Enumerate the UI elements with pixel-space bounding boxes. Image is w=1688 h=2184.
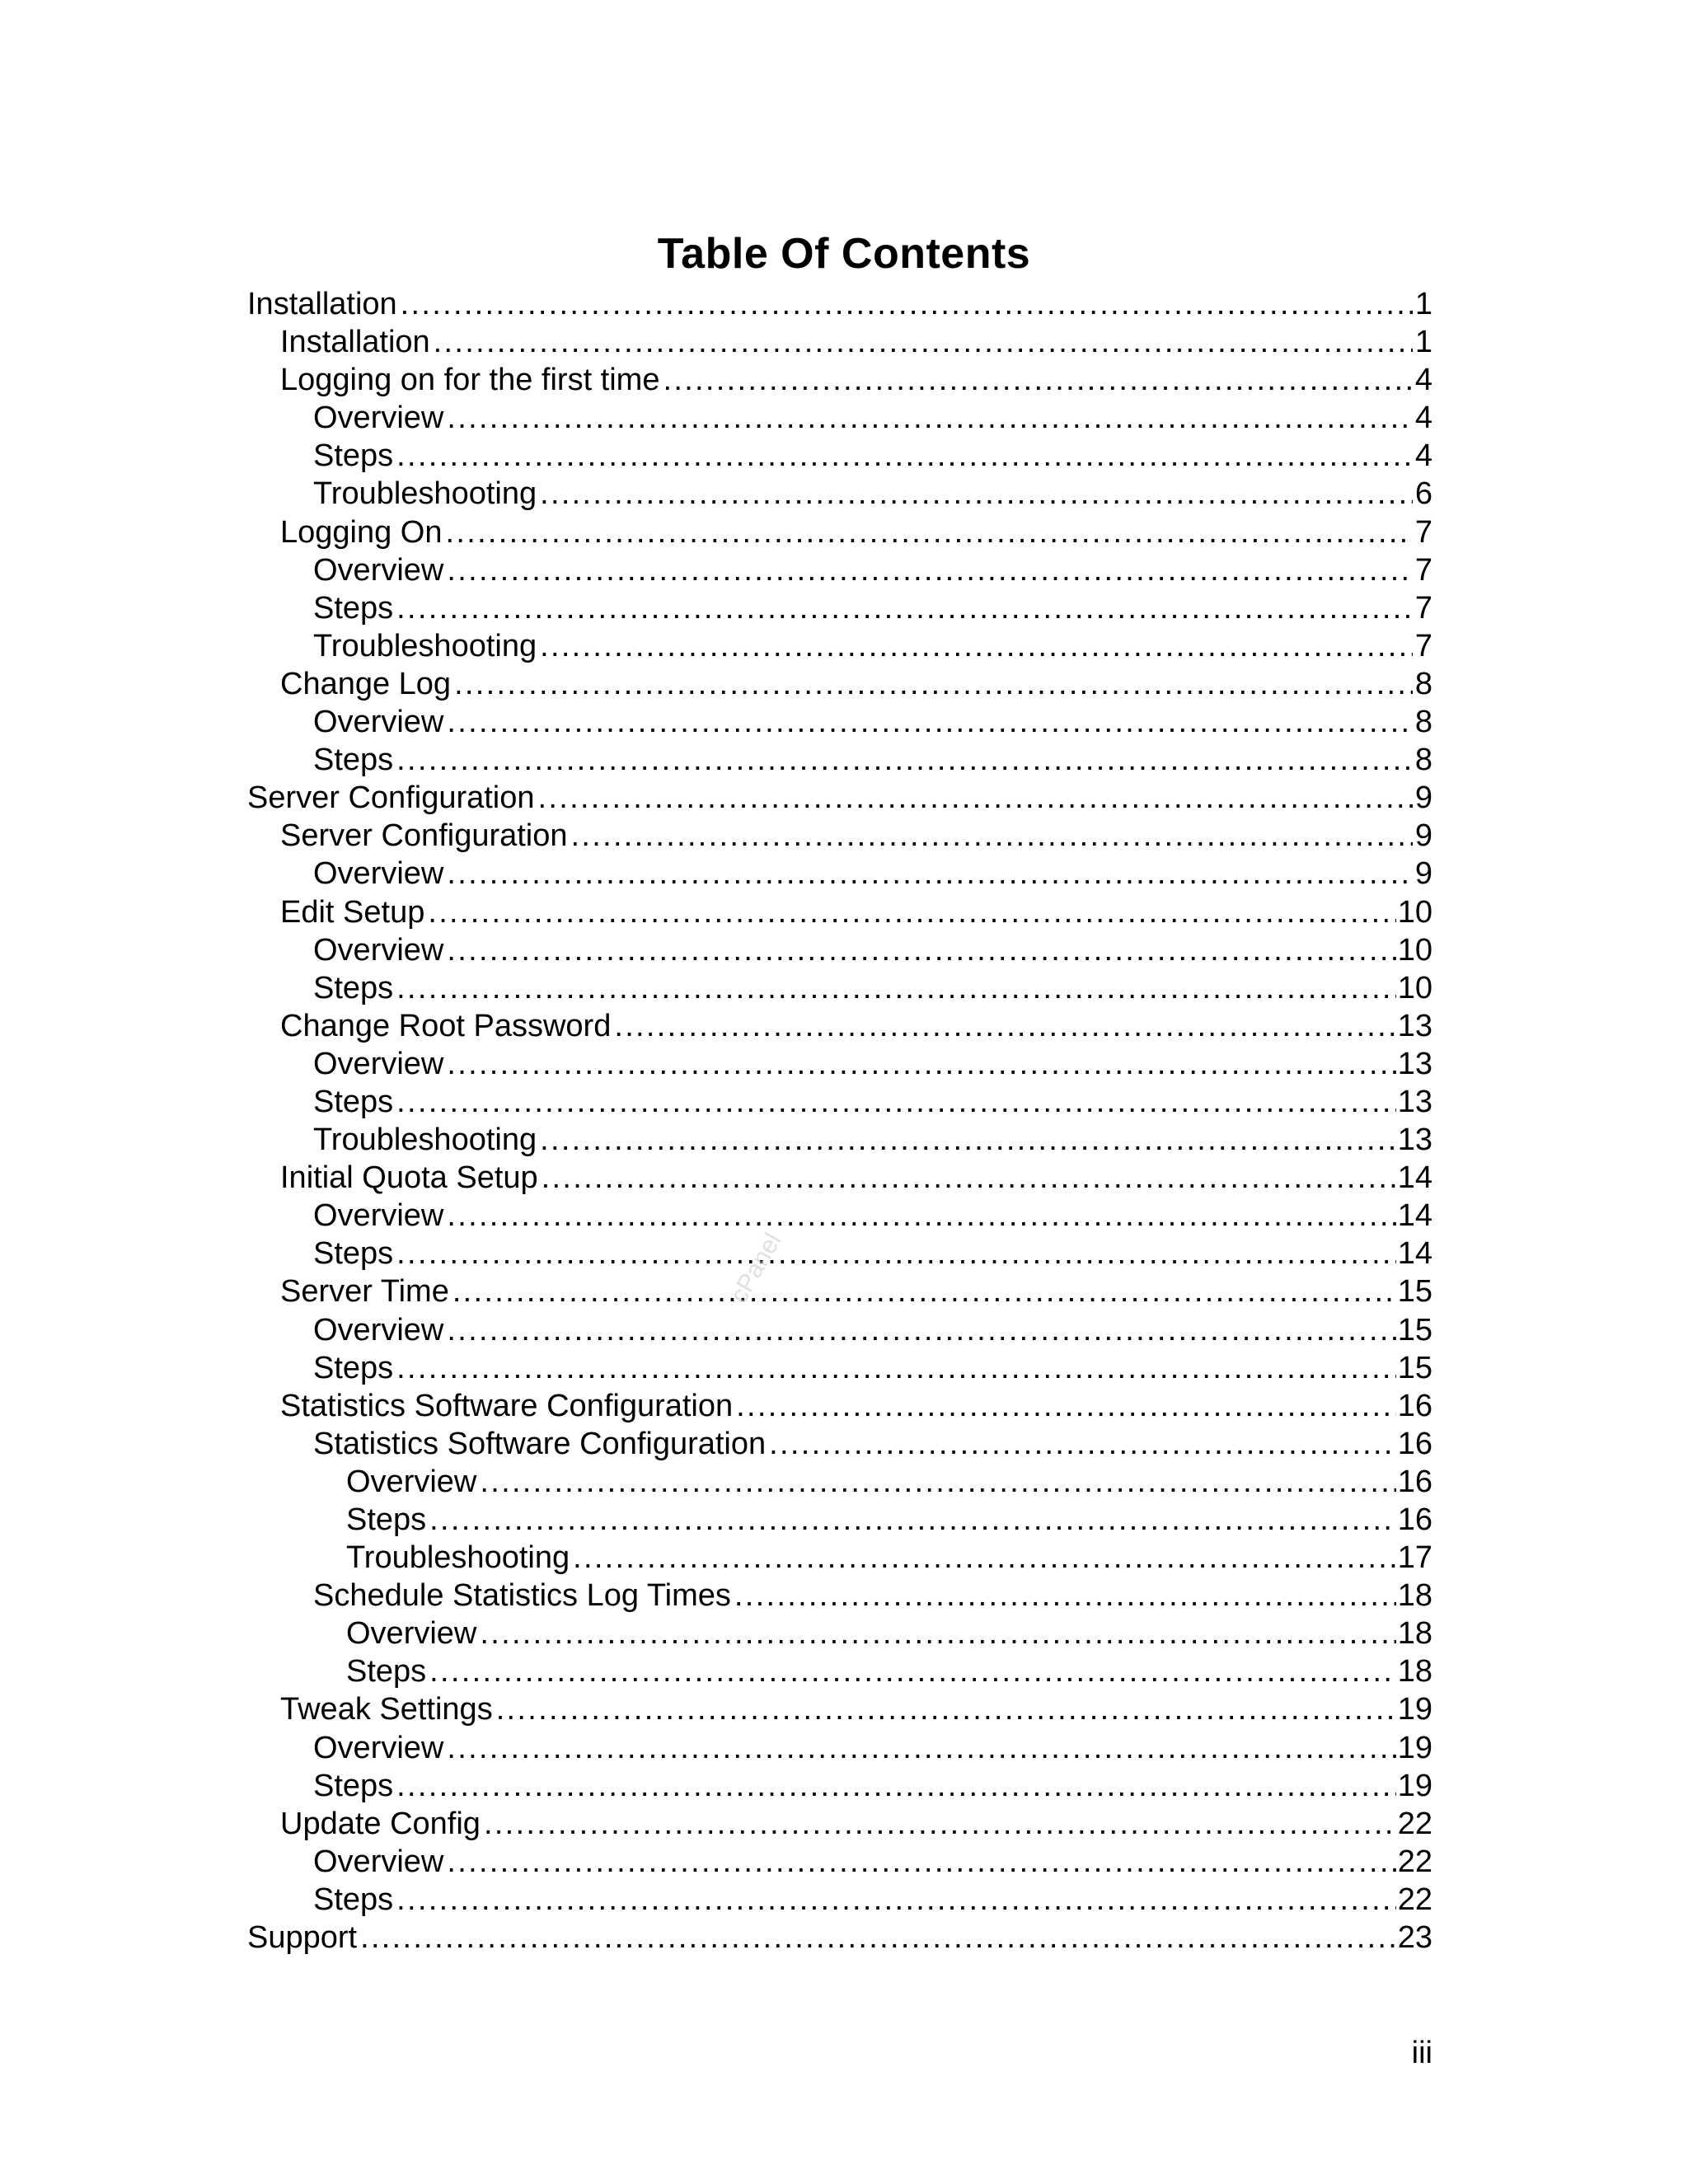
toc-dot-leader [447,1729,1395,1767]
toc-dot-leader [540,1121,1396,1159]
toc-entry-page-number: 17 [1397,1540,1432,1576]
toc-entry-label: Overview [313,705,444,740]
toc-entry-page-number: 16 [1397,1502,1432,1537]
toc-dot-leader [396,1767,1396,1805]
toc-entry-label: Installation [247,287,397,321]
toc-entry[interactable] [247,1045,1432,1083]
toc-entry[interactable] [247,741,1432,779]
toc-entry[interactable] [247,1311,1432,1349]
toc-entry-page-number: 9 [1414,780,1432,816]
toc-entry-page-number: 16 [1397,1426,1432,1461]
toc-entry-page-number: 4 [1414,401,1432,436]
toc-dot-leader [447,1197,1395,1235]
toc-entry-page-number: 13 [1397,1008,1432,1043]
toc-entry-label: Steps [313,438,394,474]
toc-entry-page-number: 7 [1414,628,1432,663]
toc-entry-page-number: 10 [1397,932,1432,968]
toc-entry[interactable] [247,855,1432,893]
toc-entry-label: Steps [313,1768,394,1803]
toc-dot-leader [396,1881,1396,1919]
toc-entry-label: Overview [346,1464,477,1499]
toc-entry-label: Support [247,1920,358,1956]
toc-dot-leader [360,1919,1396,1957]
toc-entry-page-number: 22 [1397,1806,1432,1841]
toc-entry-label: Steps [346,1654,427,1690]
toc-dot-leader [480,1463,1395,1501]
toc-entry-page-number: 4 [1414,438,1432,474]
toc-entry-label: Change Log [280,666,452,701]
toc-dot-leader [447,931,1395,969]
toc-dot-leader [429,1501,1396,1539]
toc-dot-leader [538,779,1413,817]
toc-entry-page-number: 14 [1397,1198,1432,1234]
toc-dot-leader [769,1425,1396,1463]
toc-entry[interactable] [247,893,1432,931]
toc-entry-page-number: 6 [1414,476,1432,512]
toc-entry-page-number: 16 [1397,1464,1432,1499]
toc-entry-label: Initial Quota Setup [280,1160,538,1196]
toc-entry-label: Steps [313,1084,394,1119]
toc-entry-page-number: 19 [1397,1730,1432,1765]
toc-entry-page-number: 10 [1397,894,1432,930]
toc-dot-leader [734,1577,1396,1615]
toc-entry[interactable] [247,1843,1432,1881]
toc-entry-page-number: 19 [1397,1768,1432,1803]
toc-dot-leader [452,1272,1396,1310]
toc-entry-page-number: 23 [1397,1920,1432,1956]
toc-entry-label: Server Configuration [247,780,535,816]
toc-entry-page-number: 1 [1414,287,1432,321]
toc-entry[interactable] [247,1690,1432,1728]
toc-entry[interactable] [247,437,1432,475]
toc-entry[interactable] [247,285,1432,323]
toc-entry[interactable] [247,1235,1432,1272]
toc-entry[interactable] [247,1539,1432,1577]
toc-dot-leader [542,1159,1396,1197]
toc-entry-page-number: 15 [1397,1274,1432,1310]
toc-entry[interactable] [247,589,1432,627]
toc-dot-leader [571,817,1413,855]
toc-entry-page-number: 18 [1397,1616,1432,1652]
toc-dot-leader [396,1349,1396,1387]
toc-entry[interactable] [247,817,1432,855]
toc-entry-label: Troubleshooting [313,476,537,512]
toc-entry[interactable] [247,1615,1432,1652]
toc-entry[interactable] [247,323,1432,361]
toc-entry-label: Overview [313,1844,444,1879]
toc-entry[interactable] [247,513,1432,551]
toc-dot-leader [447,1843,1395,1881]
toc-entry-label: Statistics Software Configuration [313,1426,767,1461]
toc-dot-leader [447,1045,1395,1083]
toc-entry-page-number: 15 [1397,1350,1432,1385]
toc-dot-leader [396,1083,1396,1121]
toc-entry-page-number: 10 [1397,970,1432,1005]
toc-entry-label: Overview [313,856,444,892]
toc-entry-label: Tweak Settings [280,1692,493,1727]
toc-dot-leader [447,855,1413,893]
toc-entry[interactable] [247,1159,1432,1197]
toc-entry[interactable] [247,1349,1432,1387]
toc-entry-label: Logging On [280,514,443,550]
toc-entry[interactable] [247,931,1432,969]
toc-dot-leader [614,1007,1395,1045]
toc-entry-label: Overview [313,552,444,588]
toc-dot-leader [446,513,1414,551]
toc-entry-page-number: 9 [1414,856,1432,892]
toc-entry-label: Schedule Statistics Log Times [313,1578,731,1614]
toc-dot-leader [663,361,1413,399]
toc-dot-leader [454,665,1413,703]
toc-entry[interactable] [247,361,1432,399]
toc-entry-label: Troubleshooting [313,628,537,663]
toc-entry-label: Server Configuration [280,818,568,854]
toc-dot-leader [480,1615,1395,1652]
toc-entry-label: Update Config [280,1806,481,1841]
toc-entry-page-number: 22 [1397,1844,1432,1879]
toc-dot-leader [484,1805,1396,1843]
toc-dot-leader [447,1311,1395,1349]
toc-entry[interactable] [247,1501,1432,1539]
toc-entry-page-number: 4 [1414,363,1432,398]
toc-entry[interactable] [247,1007,1432,1045]
toc-entry[interactable] [247,1197,1432,1235]
toc-entry-label: Statistics Software Configuration [280,1388,734,1423]
toc-entry[interactable] [247,1729,1432,1767]
toc-entry-page-number: 18 [1397,1578,1432,1614]
toc-entry-label: Server Time [280,1274,449,1310]
toc-dot-leader [401,285,1413,323]
toc-entry-page-number: 15 [1397,1312,1432,1347]
toc-entry-page-number: 13 [1397,1046,1432,1081]
toc-entry-label: Steps [346,1502,427,1537]
toc-dot-leader [429,1652,1396,1690]
toc-entry[interactable] [247,703,1432,741]
toc-entry[interactable] [247,779,1432,817]
toc-entry-page-number: 16 [1397,1388,1432,1423]
toc-entry-page-number: 1 [1414,325,1432,360]
toc-entry-page-number: 13 [1397,1084,1432,1119]
toc-entry[interactable] [247,1577,1432,1615]
toc-entry-page-number: 19 [1397,1692,1432,1727]
watermark: cPanel [725,1228,787,1308]
toc-entry[interactable] [247,1463,1432,1501]
toc-entry-label: Logging on for the first time [280,363,660,398]
toc-entry-page-number: 9 [1414,818,1432,854]
toc-dot-leader [573,1539,1396,1577]
page-number: iii [1411,2036,1432,2070]
toc-entry-label: Steps [313,590,394,626]
toc-entry[interactable] [247,1652,1432,1690]
toc-entry-page-number: 8 [1414,743,1432,778]
toc-dot-leader [540,475,1413,513]
toc-entry[interactable] [247,1767,1432,1805]
toc-dot-leader [396,741,1413,779]
toc-dot-leader [396,1235,1396,1272]
toc-dot-leader [496,1690,1396,1728]
page-title: Table Of Contents [657,230,1031,278]
toc-entry-label: Change Root Password [280,1008,612,1043]
toc-entry[interactable] [247,969,1432,1007]
toc-dot-leader [540,627,1413,665]
toc-entry[interactable] [247,1919,1432,1957]
toc-entry-label: Troubleshooting [346,1540,570,1576]
toc-entry[interactable] [247,1387,1432,1425]
toc-entry-page-number: 13 [1397,1122,1432,1158]
toc-dot-leader [396,437,1413,475]
toc-entry-label: Steps [313,743,394,778]
toc-entry-page-number: 7 [1414,514,1432,550]
toc-entry-page-number: 8 [1414,666,1432,701]
toc-entry-label: Edit Setup [280,894,425,930]
toc-dot-leader [434,323,1413,361]
toc-entry-page-number: 8 [1414,705,1432,740]
toc-dot-leader [447,551,1413,589]
toc-entry-page-number: 7 [1414,590,1432,626]
toc-entry[interactable] [247,475,1432,513]
toc-entry-page-number: 22 [1397,1882,1432,1917]
toc-entry-label: Overview [346,1616,477,1652]
toc-dot-leader [396,969,1396,1007]
toc-entry[interactable] [247,1083,1432,1121]
toc-entry-label: Overview [313,401,444,436]
toc-entry-label: Overview [313,1730,444,1765]
toc-entry[interactable] [247,1272,1432,1310]
toc-entry-label: Overview [313,1046,444,1081]
toc-entry[interactable] [247,1881,1432,1919]
toc-dot-leader [447,703,1413,741]
table-of-contents [247,285,1432,1957]
toc-entry[interactable] [247,1805,1432,1843]
toc-dot-leader [428,893,1395,931]
toc-entry-label: Steps [313,1882,394,1917]
toc-entry[interactable] [247,399,1432,437]
toc-entry-label: Overview [313,1312,444,1347]
toc-entry-label: Troubleshooting [313,1122,537,1158]
toc-entry[interactable] [247,551,1432,589]
toc-entry-label: Installation [280,325,430,360]
toc-entry-page-number: 14 [1397,1160,1432,1196]
toc-dot-leader [447,399,1413,437]
toc-entry-label: Overview [313,1198,444,1234]
toc-entry-label: Steps [313,1236,394,1272]
toc-entry[interactable] [247,1425,1432,1463]
toc-entry[interactable] [247,627,1432,665]
toc-entry[interactable] [247,1121,1432,1159]
toc-entry-page-number: 18 [1397,1654,1432,1690]
toc-entry-label: Overview [313,932,444,968]
toc-dot-leader [396,589,1413,627]
toc-entry[interactable] [247,665,1432,703]
toc-entry-label: Steps [313,1350,394,1385]
toc-entry-page-number: 7 [1414,552,1432,588]
toc-entry-page-number: 14 [1397,1236,1432,1272]
toc-entry-label: Steps [313,970,394,1005]
toc-dot-leader [736,1387,1396,1425]
